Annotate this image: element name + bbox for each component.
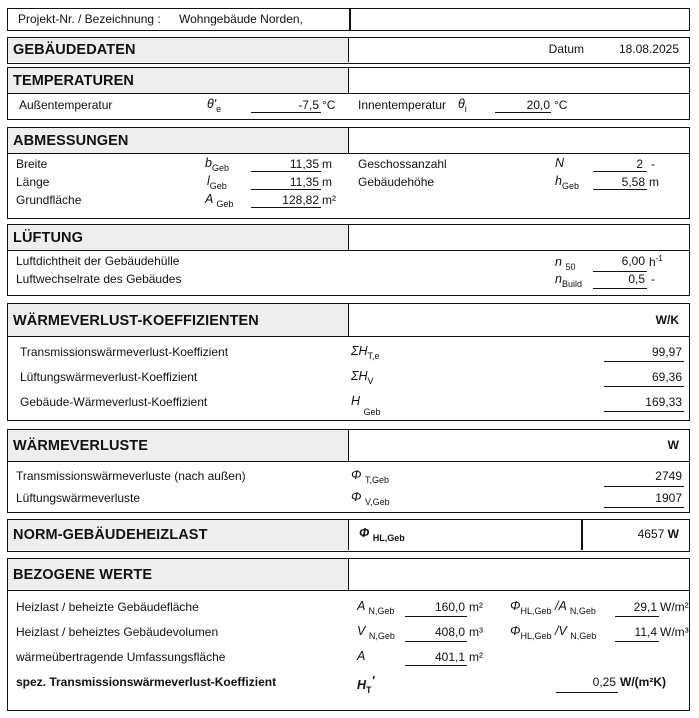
- bezogen-row-symbol: $H_T'$: [357, 674, 375, 695]
- hoehe-label: Gebäudehöhe: [358, 175, 435, 189]
- laenge-unit: m: [322, 175, 332, 189]
- verlust-row-value: 1907: [655, 491, 682, 505]
- grundflaeche-label: Grundfläche: [16, 193, 82, 207]
- section-title: WÄRMEVERLUSTE: [13, 438, 149, 454]
- underline: [604, 386, 684, 387]
- grundflaeche-unit: m²: [322, 193, 336, 207]
- breite-label: Breite: [16, 157, 48, 171]
- section-temperaturen: [7, 67, 690, 120]
- verlust-row-value: 2749: [655, 469, 682, 483]
- laenge-symbol: $l_{Geb}$: [207, 174, 227, 191]
- grundflaeche-symbol: A $_{Geb}$: [205, 192, 234, 209]
- bezogen-row-unit: m²: [469, 650, 483, 664]
- bezogen-row-unit: W/(m²K): [620, 675, 666, 689]
- koeff-row-value: 69,36: [651, 370, 682, 384]
- breite-symbol: $b_{Geb}$: [205, 156, 229, 173]
- divider: [349, 9, 351, 30]
- hoehe-value: 5,58: [621, 175, 645, 189]
- bezogen-row-ratio-value: 11,4: [634, 625, 657, 639]
- laenge-value: 11,35: [289, 175, 319, 189]
- underline: [615, 616, 659, 617]
- koeff-row-value: 169,33: [645, 395, 682, 409]
- bezogen-row-value: 0,25: [592, 675, 616, 689]
- bezogen-row-label: Heizlast / beheizte Gebäudefläche: [16, 600, 199, 614]
- koeff-row-label: Gebäude-Wärmeverlust-Koeffizient: [20, 395, 208, 409]
- n50-symbol: n $_{50}$: [555, 255, 576, 272]
- bezogen-row-ratio-unit: W/m³: [660, 625, 689, 639]
- bezogen-row-symbol: A $_{N,Geb}$: [357, 599, 395, 616]
- koeff-row-label: Lüftungswärmeverlust-Koeffizient: [20, 370, 198, 384]
- section-gebaeudedaten: [7, 37, 690, 64]
- n50-label: Luftdichtheit der Gebäudehülle: [16, 254, 180, 268]
- aussen-value: -7,5: [298, 98, 319, 112]
- bezogen-row-unit: m³: [469, 625, 483, 639]
- bezogen-row-label: wärmeübertragende Umfassungsfläche: [16, 650, 226, 664]
- grundflaeche-value: 128,82: [282, 193, 319, 207]
- innen-symbol: $\theta_i$: [458, 97, 467, 114]
- aussen-symbol: $\theta'_e$: [207, 97, 222, 114]
- koeff-row-symbol: $\Sigma H_V$: [351, 369, 374, 386]
- nbuild-value: 0,5: [628, 272, 645, 286]
- laenge-label: Länge: [16, 175, 50, 189]
- bezogen-row-ratio-symbol: $\Phi_{HL,Geb}$ /V $_{N,Geb}$: [510, 624, 597, 641]
- underline: [593, 189, 647, 190]
- underline: [405, 641, 467, 642]
- hoehe-symbol: $h_{Geb}$: [555, 174, 579, 191]
- nbuild-unit: -: [651, 272, 655, 286]
- divider: [581, 520, 583, 550]
- underline: [593, 288, 647, 289]
- bezogen-row-unit: m²: [469, 600, 483, 614]
- geschosse-label: Geschossanzahl: [358, 157, 447, 171]
- geschosse-value: 2: [636, 157, 643, 171]
- koeff-row-label: Transmissionswärmeverlust-Koeffizient: [20, 345, 229, 359]
- project-name: Wohngebäude Norden,: [179, 12, 303, 26]
- section-title: ABMESSUNGEN: [13, 133, 129, 149]
- underline: [604, 361, 684, 362]
- verlust-row-label: Transmissionswärmeverluste (nach außen): [16, 469, 246, 483]
- bezogen-row-value: 401,1: [434, 650, 465, 664]
- underline: [604, 486, 684, 487]
- section-lueftung: [7, 224, 690, 296]
- bezogen-row-ratio-value: 29,1: [633, 600, 657, 614]
- koeff-row-symbol: H $_{Geb}$: [351, 394, 381, 417]
- geschosse-symbol: N: [555, 156, 565, 170]
- koeff-row-value: 99,97: [651, 345, 682, 359]
- bezogen-row-ratio-symbol: $\Phi_{HL,Geb}$ /A $_{N,Geb}$: [510, 599, 596, 616]
- date-value: 18.08.2025: [618, 42, 679, 56]
- section-title: BEZOGENE WERTE: [13, 567, 153, 583]
- hoehe-unit: m: [649, 175, 659, 189]
- verlust-row-symbol: Φ $_{T,Geb}$: [351, 468, 389, 485]
- nbuild-label: Luftwechselrate des Gebäudes: [16, 272, 182, 286]
- bezogen-row-value: 408,0: [434, 625, 465, 639]
- underline: [556, 692, 618, 693]
- breite-value: 11,35: [289, 157, 319, 171]
- section-bezogen: [7, 558, 690, 711]
- n50-unit: $h^{-1}$: [649, 254, 663, 269]
- underline: [604, 507, 684, 508]
- section-heizlast: [7, 519, 690, 552]
- nbuild-symbol: $n_{Build}$: [555, 272, 582, 289]
- bezogen-row-label: spez. Transmissionswärmeverlust-Koeffizient: [16, 675, 277, 689]
- heizlast-value: 4657 W: [637, 527, 679, 541]
- section-title: TEMPERATUREN: [13, 73, 134, 89]
- section-unit: W/K: [655, 313, 679, 327]
- underline: [405, 616, 467, 617]
- innen-unit: °C: [554, 98, 568, 112]
- project-label: Projekt-Nr. / Bezeichnung :: [18, 12, 161, 26]
- section-title: NORM-GEBÄUDEHEIZLAST: [13, 527, 208, 543]
- section-koeffizienten: [7, 303, 690, 421]
- verlust-row-symbol: Φ $_{V,Geb}$: [351, 490, 390, 507]
- bezogen-row-ratio-unit: W/m²: [660, 600, 689, 614]
- underline: [251, 207, 321, 208]
- aussen-label: Außentemperatur: [19, 98, 113, 112]
- underline: [405, 665, 467, 666]
- section-unit: W: [667, 438, 679, 452]
- koeff-row-symbol: $\Sigma H_{T,e}$: [351, 344, 380, 361]
- section-title: LÜFTUNG: [13, 230, 83, 246]
- section-title: GEBÄUDEDATEN: [13, 42, 136, 58]
- aussen-unit: °C: [322, 98, 336, 112]
- breite-unit: m: [322, 157, 332, 171]
- section-title: WÄRMEVERLUST-KOEFFIZIENTEN: [13, 313, 259, 329]
- project-name-overflow: [135, 28, 138, 31]
- underline: [251, 112, 321, 113]
- underline: [604, 411, 684, 412]
- underline: [495, 112, 551, 113]
- underline: [251, 189, 321, 190]
- underline: [251, 171, 321, 172]
- date-label: Datum: [548, 42, 584, 56]
- bezogen-row-label: Heizlast / beheiztes Gebäudevolumen: [16, 625, 219, 639]
- geschosse-unit: -: [651, 157, 655, 171]
- bezogen-row-symbol: V $_{N,Geb}$: [357, 624, 395, 641]
- innen-value: 20,0: [526, 98, 550, 112]
- verlust-row-label: Lüftungswärmeverluste: [16, 491, 141, 505]
- bezogen-row-value: 160,0: [434, 600, 465, 614]
- section-waermeverluste: [7, 429, 690, 513]
- innen-label: Innentemperatur: [358, 98, 447, 112]
- heizlast-symbol: Φ $_{HL,Geb}$: [359, 526, 405, 543]
- bezogen-row-symbol: A: [357, 649, 366, 663]
- project-box: [7, 8, 690, 31]
- underline: [593, 171, 647, 172]
- n50-value: 6,00: [621, 254, 645, 268]
- section-abmessungen: [7, 127, 690, 219]
- underline: [615, 641, 659, 642]
